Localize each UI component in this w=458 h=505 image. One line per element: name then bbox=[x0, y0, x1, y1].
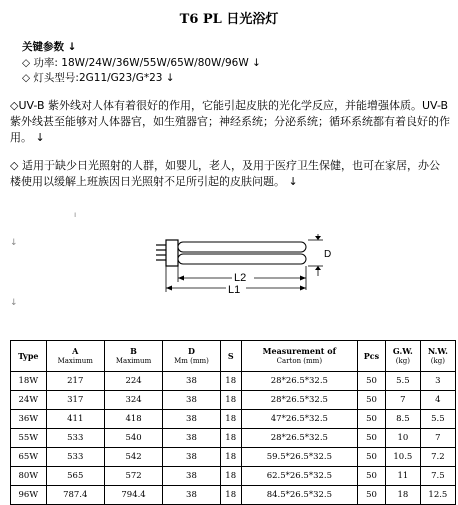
table-cell: 59.5*26.5*32.5 bbox=[241, 448, 357, 467]
table-row bbox=[11, 448, 456, 467]
table-cell: 4 bbox=[420, 391, 455, 410]
table-cell: 7 bbox=[385, 391, 420, 410]
table-cell: 38 bbox=[163, 448, 221, 467]
col-s: S bbox=[220, 341, 241, 372]
table-cell: 540 bbox=[104, 429, 162, 448]
table-cell: 794.4 bbox=[104, 486, 162, 505]
key-params-heading: 关键参数 ↓ bbox=[22, 41, 77, 53]
table-cell: 36W bbox=[11, 410, 47, 429]
uvb-description: ◇UV-B 紫外线对人体有着很好的作用，它能引起皮肤的光化学反应，并能增强体质。UV-B 紫外线甚至能够对人体器官，如生殖器官；神经系统；分泌系统；循环系统都有着良好的作用。 ↓ bbox=[10, 99, 450, 144]
label-l1: L1 bbox=[228, 284, 241, 296]
col-type: Type bbox=[11, 341, 47, 372]
table-row bbox=[11, 467, 456, 486]
blank-paragraph-mark: ↓ bbox=[10, 238, 18, 248]
lamp-tube-upper bbox=[178, 242, 306, 252]
table-cell: 3 bbox=[420, 372, 455, 391]
col-gw: G.W. (kg) bbox=[385, 341, 420, 372]
table-cell: 18 bbox=[385, 486, 420, 505]
table-cell: 217 bbox=[46, 372, 104, 391]
table-cell: 8.5 bbox=[385, 410, 420, 429]
table-body bbox=[11, 372, 456, 505]
table-cell: 7.5 bbox=[420, 467, 455, 486]
table-cell: 50 bbox=[357, 486, 385, 505]
table-cell: 84.5*26.5*32.5 bbox=[241, 486, 357, 505]
table-cell: 47*26.5*32.5 bbox=[241, 410, 357, 429]
table-row bbox=[11, 372, 456, 391]
table-cell: 317 bbox=[46, 391, 104, 410]
table-cell: 28*26.5*32.5 bbox=[241, 391, 357, 410]
table-cell: 18 bbox=[220, 448, 241, 467]
table-cell: 50 bbox=[357, 391, 385, 410]
col-d: D Mm (mm) bbox=[163, 341, 221, 372]
table-cell: 11 bbox=[385, 467, 420, 486]
table-cell: 28*26.5*32.5 bbox=[241, 429, 357, 448]
lamp-pins bbox=[156, 245, 166, 260]
lamp-base bbox=[166, 240, 178, 266]
table-cell: 572 bbox=[104, 467, 162, 486]
table-row bbox=[11, 486, 456, 505]
usage-description: ◇ 适用于缺少日光照射的人群，如婴儿，老人，及用于医疗卫生保健，也可在家居，办公楼使用以缓解上班族因日光照射不足所引起的皮肤问题。 ↓ bbox=[10, 159, 440, 188]
table-cell: 50 bbox=[357, 372, 385, 391]
table-cell: 418 bbox=[104, 410, 162, 429]
spec-table bbox=[10, 340, 456, 505]
lamp-tube-lower bbox=[178, 254, 306, 264]
base-type-spec: ◇ 灯头型号:2G11/G23/G*23 ↓ bbox=[22, 72, 175, 84]
table-cell: 7.2 bbox=[420, 448, 455, 467]
table-cell: 12.5 bbox=[420, 486, 455, 505]
table-cell: 24W bbox=[11, 391, 47, 410]
table-cell: 565 bbox=[46, 467, 104, 486]
table-row bbox=[11, 410, 456, 429]
table-cell: 50 bbox=[357, 410, 385, 429]
table-cell: 18W bbox=[11, 372, 47, 391]
table-cell: 5.5 bbox=[385, 372, 420, 391]
col-carton: Measurement of Carton (mm) bbox=[241, 341, 357, 372]
table-cell: 96W bbox=[11, 486, 47, 505]
table-cell: 5.5 bbox=[420, 410, 455, 429]
table-cell: 55W bbox=[11, 429, 47, 448]
table-cell: 38 bbox=[163, 410, 221, 429]
table-cell: 50 bbox=[357, 448, 385, 467]
table-cell: 80W bbox=[11, 467, 47, 486]
table-cell: 62.5*26.5*32.5 bbox=[241, 467, 357, 486]
table-cell: 10.5 bbox=[385, 448, 420, 467]
label-d: D bbox=[324, 249, 332, 260]
table-cell: 18 bbox=[220, 467, 241, 486]
table-cell: 18 bbox=[220, 372, 241, 391]
col-nw: N.W. (kg) bbox=[420, 341, 455, 372]
table-cell: 324 bbox=[104, 391, 162, 410]
col-b: B Maximum bbox=[104, 341, 162, 372]
table-cell: 38 bbox=[163, 467, 221, 486]
table-cell: 38 bbox=[163, 429, 221, 448]
table-cell: 10 bbox=[385, 429, 420, 448]
lamp-dimension-diagram bbox=[148, 232, 338, 298]
table-cell: 18 bbox=[220, 486, 241, 505]
table-cell: 7 bbox=[420, 429, 455, 448]
page-title: T6 PL 日光浴灯 bbox=[179, 12, 279, 27]
table-cell: 18 bbox=[220, 429, 241, 448]
table-cell: 18 bbox=[220, 410, 241, 429]
label-l2: L2 bbox=[234, 272, 247, 284]
power-spec: ◇ 功率: 18W/24W/36W/55W/65W/80W/96W ↓ bbox=[22, 57, 261, 69]
table-header-row bbox=[11, 341, 456, 372]
table-cell: 787.4 bbox=[46, 486, 104, 505]
paragraph-mark: ı bbox=[74, 210, 77, 219]
table-cell: 533 bbox=[46, 429, 104, 448]
table-cell: 50 bbox=[357, 467, 385, 486]
table-cell: 65W bbox=[11, 448, 47, 467]
blank-paragraph-mark: ↓ bbox=[10, 298, 18, 308]
table-cell: 224 bbox=[104, 372, 162, 391]
table-cell: 18 bbox=[220, 391, 241, 410]
table-cell: 533 bbox=[46, 448, 104, 467]
table-row bbox=[11, 429, 456, 448]
table-row bbox=[11, 391, 456, 410]
col-a: A Maximum bbox=[46, 341, 104, 372]
table-cell: 38 bbox=[163, 372, 221, 391]
table-cell: 542 bbox=[104, 448, 162, 467]
table-cell: 38 bbox=[163, 391, 221, 410]
table-cell: 38 bbox=[163, 486, 221, 505]
table-cell: 28*26.5*32.5 bbox=[241, 372, 357, 391]
col-pcs: Pcs bbox=[357, 341, 385, 372]
table-cell: 411 bbox=[46, 410, 104, 429]
table-cell: 50 bbox=[357, 429, 385, 448]
